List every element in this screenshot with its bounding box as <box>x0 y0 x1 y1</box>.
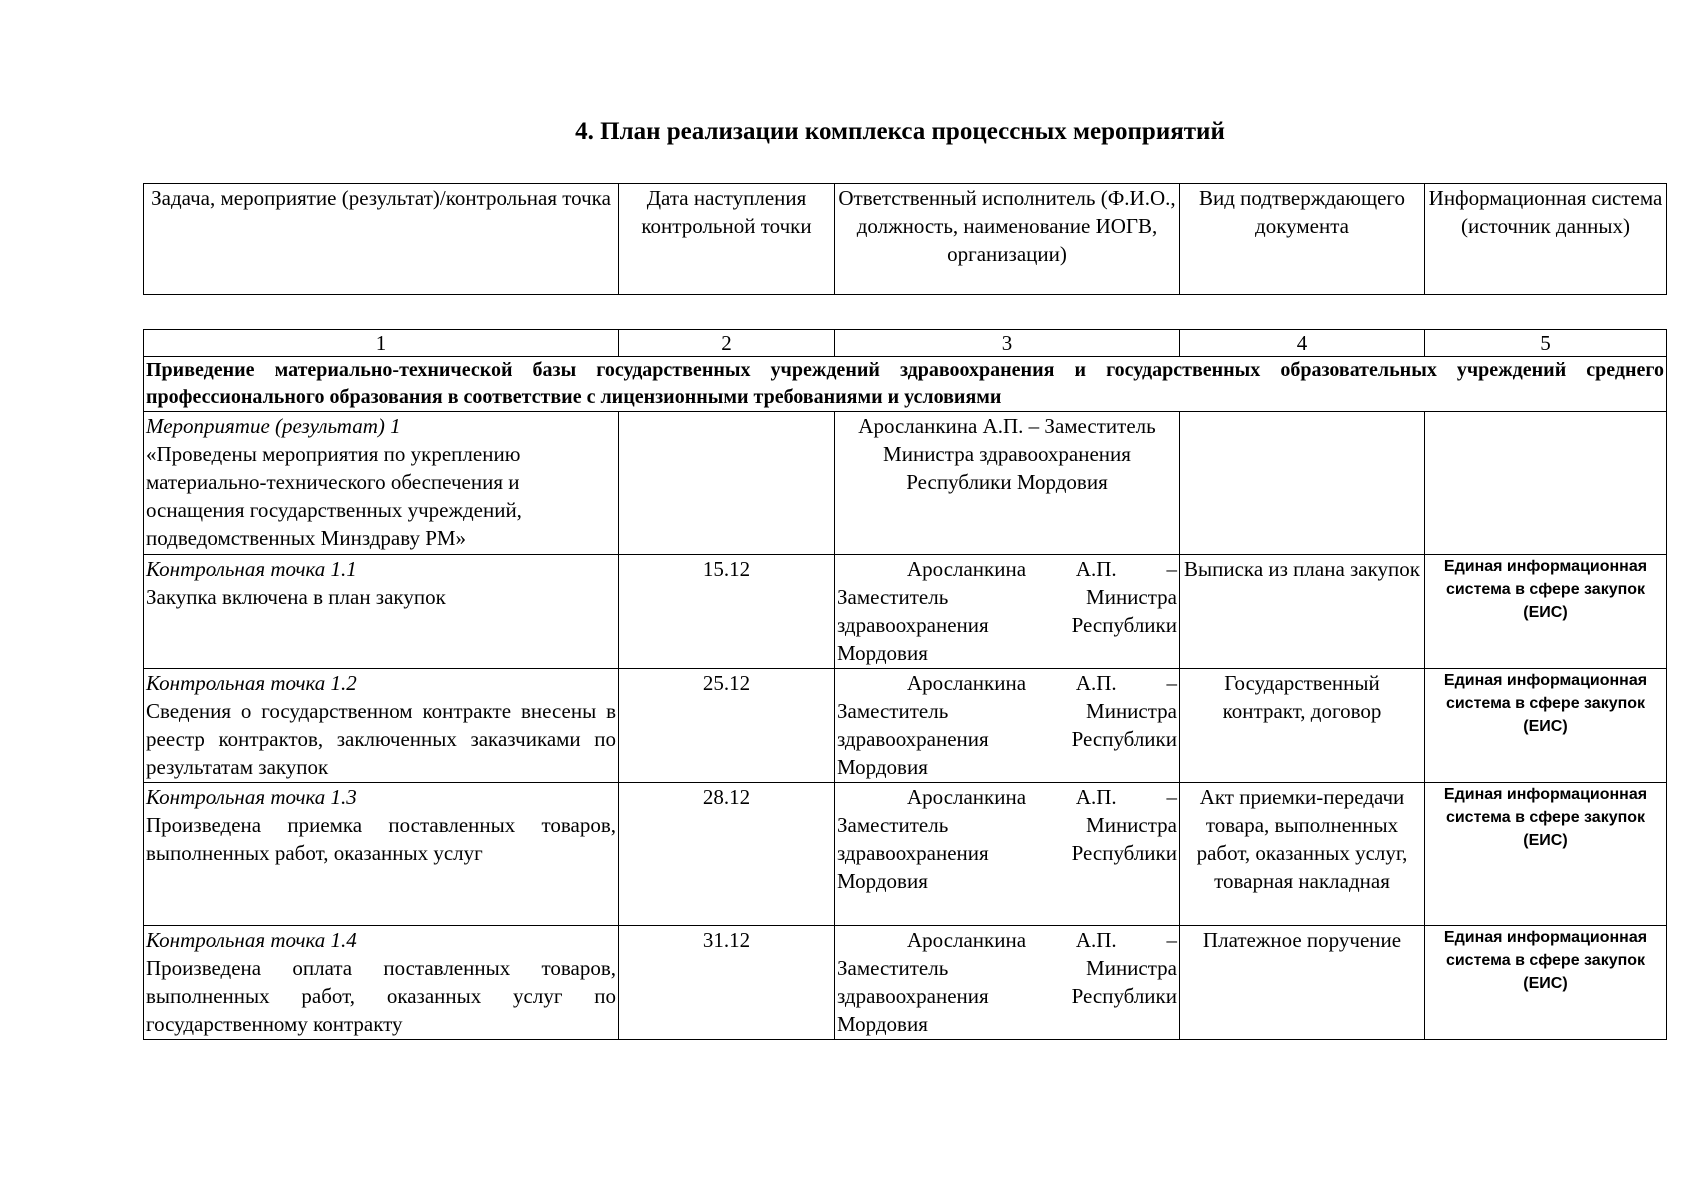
checkpoint-system: Единая информационная система в сфере закупок (ЕИС) <box>1425 555 1667 669</box>
measure-cell <box>144 412 619 555</box>
checkpoint-cell <box>144 669 619 783</box>
table-row <box>144 926 1667 1040</box>
responsible-name: Аросланкина А.П. – <box>907 785 1177 809</box>
header-task: Задача, мероприятие (результат)/контрольная точка <box>144 184 619 295</box>
checkpoint-responsible <box>835 926 1180 1040</box>
checkpoint-system: Единая информационная система в сфере закупок (ЕИС) <box>1425 669 1667 783</box>
checkpoint-document: Платежное поручение <box>1180 926 1425 1040</box>
header-row <box>144 184 1667 295</box>
checkpoint-cell <box>144 926 619 1040</box>
measure-text: «Проведены мероприятия по укреплению материально-технического обеспечения и оснащения государственных учреждений, подведомственных Минздраву РМ» <box>146 442 522 550</box>
checkpoint-cell <box>144 555 619 669</box>
responsible-position: Заместитель Министра здравоохранения Республики Мордовия <box>837 956 1177 1036</box>
checkpoint-responsible <box>835 783 1180 926</box>
checkpoint-system: Единая информационная система в сфере закупок (ЕИС) <box>1425 783 1667 926</box>
measure-document <box>1180 412 1425 555</box>
header-system: Информационная система (источник данных) <box>1425 184 1667 295</box>
responsible-name: Аросланкина А.П. – <box>907 928 1177 952</box>
checkpoint-responsible <box>835 555 1180 669</box>
column-number: 5 <box>1425 330 1667 357</box>
checkpoint-date: 25.12 <box>619 669 835 783</box>
checkpoint-system: Единая информационная система в сфере закупок (ЕИС) <box>1425 926 1667 1040</box>
plan-table <box>143 329 1667 1040</box>
checkpoint-label: Контрольная точка 1.2 <box>146 671 357 695</box>
header-date: Дата наступления контрольной точки <box>619 184 835 295</box>
checkpoint-text: Произведена приемка поставленных товаров, выполненных работ, оказанных услуг <box>146 813 616 865</box>
table-row <box>144 555 1667 669</box>
checkpoint-document: Акт приемки-передачи товара, выполненных работ, оказанных услуг, товарная накладная <box>1180 783 1425 926</box>
responsible-position: Заместитель Министра здравоохранения Республики Мордовия <box>837 585 1177 665</box>
checkpoint-date: 28.12 <box>619 783 835 926</box>
responsible-name: Аросланкина А.П. – <box>907 671 1177 695</box>
checkpoint-text: Произведена оплата поставленных товаров, выполненных работ, оказанных услуг по государственному контракту <box>146 956 616 1036</box>
column-number: 1 <box>144 330 619 357</box>
responsible-position: Заместитель Министра здравоохранения Республики Мордовия <box>837 813 1177 893</box>
column-number: 4 <box>1180 330 1425 357</box>
checkpoint-text: Сведения о государственном контракте внесены в реестр контрактов, заключенных заказчиками по результатам закупок <box>146 699 616 779</box>
checkpoint-date: 31.12 <box>619 926 835 1040</box>
checkpoint-text: Закупка включена в план закупок <box>146 585 446 609</box>
table-row <box>144 669 1667 783</box>
checkpoint-label: Контрольная точка 1.1 <box>146 557 357 581</box>
responsible-name: Аросланкина А.П. – <box>907 557 1177 581</box>
checkpoint-cell <box>144 783 619 926</box>
responsible-position: Заместитель Министра здравоохранения Республики Мордовия <box>837 699 1177 779</box>
checkpoint-responsible <box>835 669 1180 783</box>
table-row <box>144 783 1667 926</box>
column-number: 2 <box>619 330 835 357</box>
checkpoint-document: Выписка из плана закупок <box>1180 555 1425 669</box>
measure-responsible: Аросланкина А.П. – Заместитель Министра здравоохранения Республики Мордовия <box>835 412 1180 555</box>
measure-label: Мероприятие (результат) 1 <box>146 414 401 438</box>
section-title: Приведение материально-технической базы государственных учреждений здравоохранения и государственных образовательных учреждений среднего профессионального образования в соответствие с лицензионными требованиями и условиями <box>144 357 1667 412</box>
measure-system <box>1425 412 1667 555</box>
measure-date <box>619 412 835 555</box>
measure-row <box>144 412 1667 555</box>
header-table <box>143 183 1667 295</box>
checkpoint-label: Контрольная точка 1.3 <box>146 785 357 809</box>
section-row <box>144 357 1667 412</box>
header-document: Вид подтверждающего документа <box>1180 184 1425 295</box>
checkpoint-document: Государственный контракт, договор <box>1180 669 1425 783</box>
column-number: 3 <box>835 330 1180 357</box>
checkpoint-label: Контрольная точка 1.4 <box>146 928 357 952</box>
checkpoint-date: 15.12 <box>619 555 835 669</box>
header-responsible: Ответственный исполнитель (Ф.И.О., должность, наименование ИОГВ, организации) <box>835 184 1180 295</box>
page-title: 4. План реализации комплекса процессных мероприятий <box>575 118 1225 145</box>
column-number-row <box>144 330 1667 357</box>
